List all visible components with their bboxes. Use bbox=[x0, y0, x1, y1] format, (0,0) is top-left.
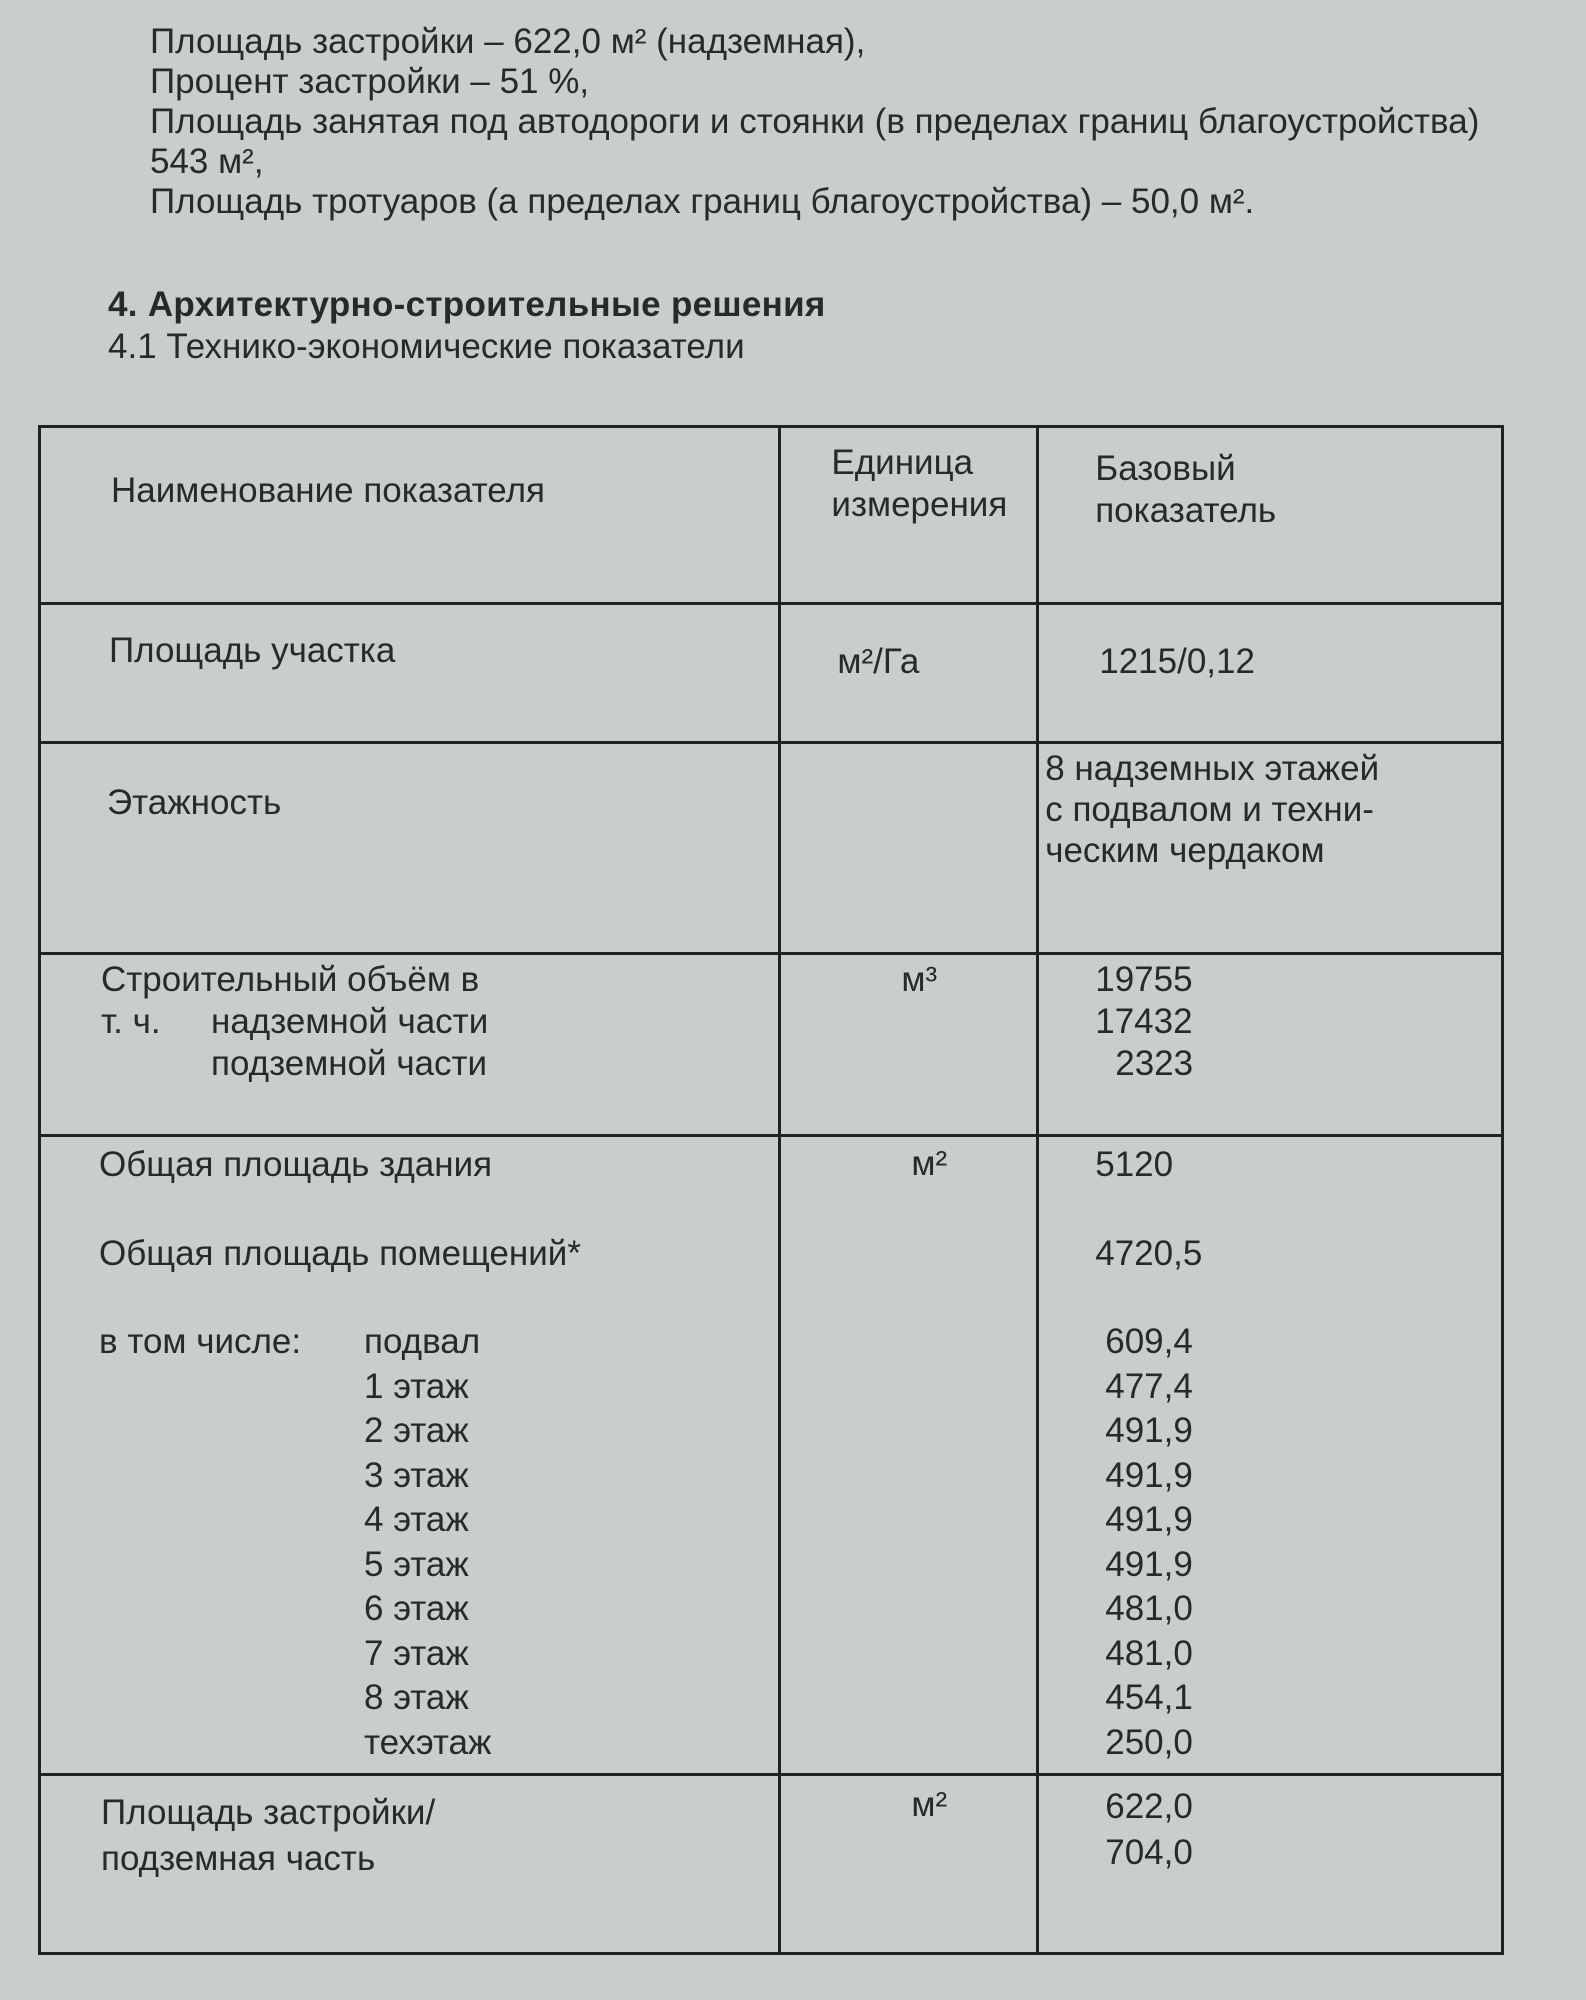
volume-prefix: т. ч. bbox=[101, 1002, 161, 1041]
intro-line: Площадь застройки – 622,0 м² (надземная), bbox=[150, 22, 866, 61]
total-area-unit: м² bbox=[780, 1136, 1038, 1775]
floor-label-row bbox=[99, 1676, 778, 1721]
table-row bbox=[40, 954, 1503, 1136]
section-header bbox=[108, 285, 826, 367]
built-area-value: 622,0 bbox=[1105, 1787, 1193, 1826]
floor-value: 477,4 bbox=[1105, 1366, 1193, 1406]
rooms-area-value: 4720,5 bbox=[1095, 1233, 1203, 1273]
volume-below-label: подземной части bbox=[211, 1044, 488, 1083]
built-area-name-cell bbox=[40, 1775, 780, 1954]
total-area-name: Общая площадь здания bbox=[99, 1145, 493, 1184]
total-area-values bbox=[1038, 1136, 1503, 1775]
built-area-name: Площадь застройки/ bbox=[101, 1793, 436, 1832]
section-heading: 4. Архитектурно-строительные решения bbox=[108, 285, 826, 324]
including-label: в том числе: bbox=[99, 1322, 302, 1361]
floor-value: 609,4 bbox=[1105, 1322, 1193, 1361]
built-area-values bbox=[1038, 1775, 1503, 1954]
floor-label-row bbox=[99, 1365, 778, 1410]
floor-label: техэтаж bbox=[364, 1722, 492, 1762]
site-area-unit: м²/Га bbox=[780, 604, 1038, 743]
intro-line: Процент застройки – 51 %, bbox=[150, 62, 590, 101]
floor-label-row bbox=[99, 1632, 778, 1677]
volume-total: 19755 bbox=[1095, 960, 1193, 999]
built-area-name: подземная часть bbox=[101, 1839, 376, 1878]
volume-above-value: 17432 bbox=[1095, 1002, 1193, 1041]
floor-value: 491,9 bbox=[1105, 1411, 1193, 1450]
floor-label: 5 этаж bbox=[364, 1544, 469, 1584]
header-name: Наименование показателя bbox=[111, 471, 545, 510]
floor-labels bbox=[99, 1320, 778, 1765]
floor-value: 481,0 bbox=[1105, 1589, 1193, 1628]
volume-unit: м³ bbox=[780, 954, 1038, 1136]
table-header-row bbox=[40, 427, 1503, 604]
floor-label-row bbox=[99, 1498, 778, 1543]
header-base-line: показатель bbox=[1095, 491, 1277, 530]
floor-label-row bbox=[99, 1721, 778, 1766]
intro-line: Площадь тротуаров (а пределах границ благоустройства) – 50,0 м². bbox=[150, 182, 1255, 221]
header-name-cell bbox=[40, 427, 780, 604]
intro-text bbox=[150, 22, 1550, 222]
floors-value-line: с подвалом и техни- bbox=[1045, 790, 1374, 829]
table-row bbox=[40, 1775, 1503, 1954]
header-unit-cell bbox=[780, 427, 1038, 604]
volume-above-label: надземной части bbox=[211, 1002, 489, 1041]
built-area-unit: м² bbox=[780, 1775, 1038, 1954]
total-area-value: 5120 bbox=[1095, 1145, 1174, 1184]
floor-label: 7 этаж bbox=[364, 1633, 469, 1673]
table-row bbox=[40, 1136, 1503, 1775]
floor-label-row bbox=[99, 1587, 778, 1632]
table-row bbox=[40, 604, 1503, 743]
section-subheading: 4.1 Технико-экономические показатели bbox=[108, 327, 745, 366]
site-area-name: Площадь участка bbox=[40, 604, 780, 743]
floor-label-row bbox=[99, 1320, 778, 1365]
indicators-table bbox=[38, 425, 1504, 1955]
floor-label: 2 этаж bbox=[364, 1411, 469, 1450]
floor-label: 8 этаж bbox=[364, 1678, 469, 1717]
header-unit-line: измерения bbox=[831, 485, 1008, 524]
header-base-line: Базовый bbox=[1095, 449, 1236, 488]
floor-values bbox=[1095, 1320, 1501, 1765]
intro-line: 543 м², bbox=[150, 142, 264, 181]
floor-label: 4 этаж bbox=[364, 1500, 469, 1539]
floor-label: 1 этаж bbox=[364, 1366, 469, 1406]
floors-value-line: 8 надземных этажей bbox=[1045, 749, 1380, 788]
intro-line: Площадь занятая под автодороги и стоянки (в пределах границ благоустройства) bbox=[150, 102, 1480, 141]
header-unit-line: Единица bbox=[831, 443, 974, 482]
floor-value: 454,1 bbox=[1105, 1678, 1193, 1717]
volume-name-cell bbox=[40, 954, 780, 1136]
floors-unit-empty bbox=[780, 743, 1038, 954]
volume-below-value: 2323 bbox=[1115, 1044, 1194, 1083]
floor-label-row bbox=[99, 1454, 778, 1499]
floors-name: Этажность bbox=[40, 743, 780, 954]
floor-value: 491,9 bbox=[1105, 1500, 1193, 1539]
floors-value-cell bbox=[1038, 743, 1503, 954]
floor-label: 3 этаж bbox=[364, 1455, 469, 1495]
built-area-value: 704,0 bbox=[1105, 1833, 1193, 1872]
floor-value: 481,0 bbox=[1105, 1633, 1193, 1673]
floor-label-row bbox=[99, 1543, 778, 1588]
floor-label: 6 этаж bbox=[364, 1589, 469, 1628]
header-base-cell bbox=[1038, 427, 1503, 604]
floor-value: 491,9 bbox=[1105, 1544, 1193, 1584]
floor-label-row bbox=[99, 1409, 778, 1454]
table-row bbox=[40, 743, 1503, 954]
volume-values bbox=[1038, 954, 1503, 1136]
rooms-area-name: Общая площадь помещений* bbox=[99, 1233, 581, 1273]
volume-name: Строительный объём в bbox=[101, 960, 480, 999]
floor-label: подвал bbox=[364, 1322, 481, 1361]
total-area-name-cell bbox=[40, 1136, 780, 1775]
floors-value-line: ческим чердаком bbox=[1045, 831, 1325, 870]
floor-value: 250,0 bbox=[1105, 1722, 1193, 1762]
floor-value: 491,9 bbox=[1105, 1455, 1193, 1495]
site-area-value: 1215/0,12 bbox=[1038, 604, 1503, 743]
